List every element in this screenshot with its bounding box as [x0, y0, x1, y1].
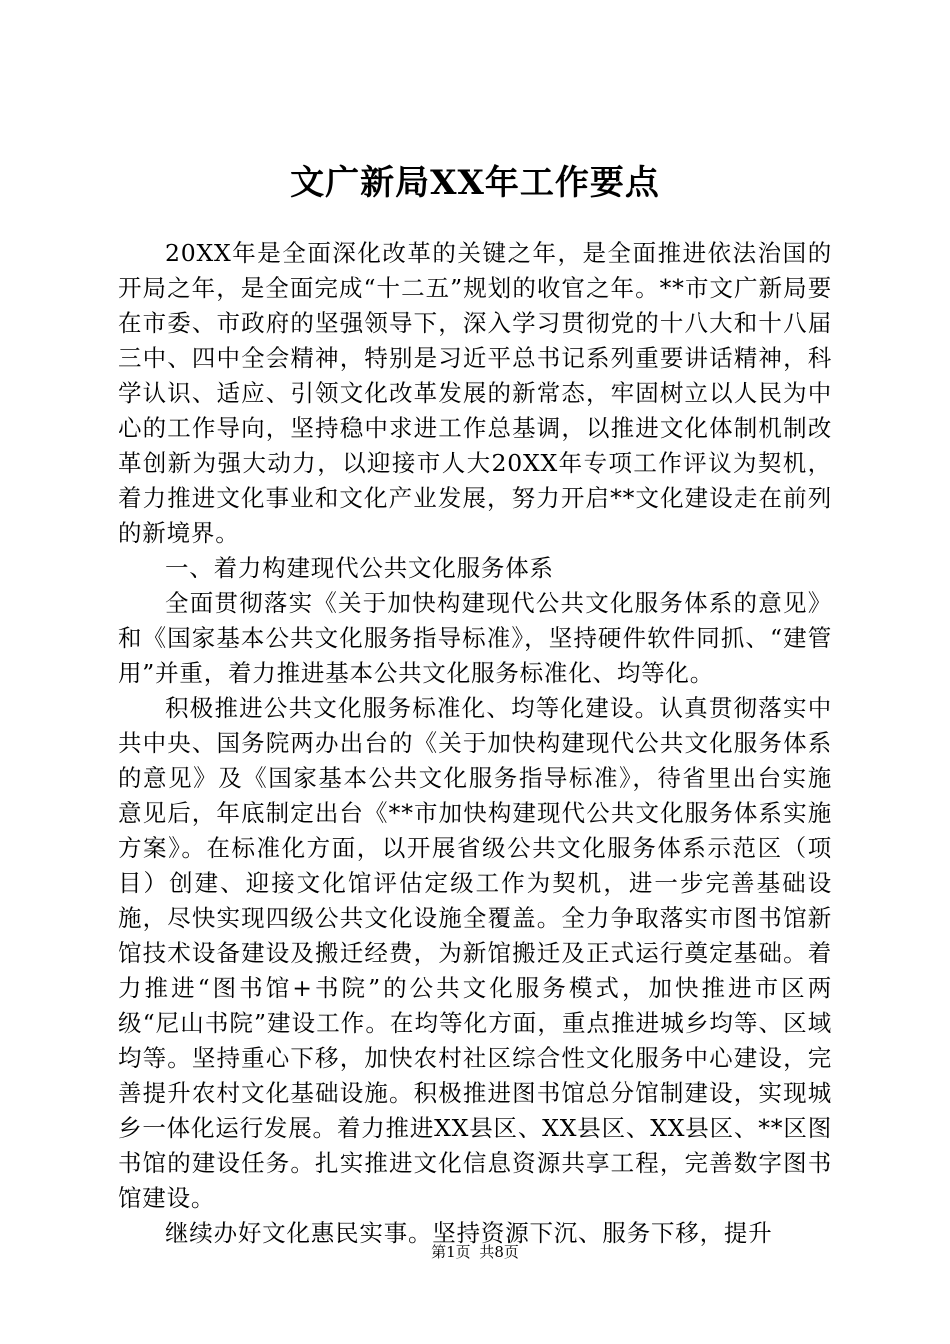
page-footer: [0, 1240, 950, 1264]
paragraph-standardization: 积极推进公共文化服务标准化、均等化建设。认真贯彻落实中共中央、国务院两办出台的《关于加快构建现代公共文化服务体系的意见》及《国家基本公共文化服务指导标准》，待省里出台实施意见后，年底制定出台《**市加快构建现代公共文化服务体系实施方案》。在标准化方面，以开展省级公共文化服务体系示范区（项目）创建、迎接文化馆评估定级工作为契机，进一步完善基础设施，尽快实现四级公共文化设施全覆盖。全力争取落实市图书馆新馆技术设备建设及搬迁经费，为新馆搬迁及正式运行奠定基础。着力推进“图书馆+书院”的公共文化服务模式，加快推进市区两级“尼山书院”建设工作。在均等化方面，重点推进城乡均等、区域均等。坚持重心下移，加快农村社区综合性文化服务中心建设，完善提升农村文化基础设施。积极推进图书馆总分馆制建设，实现城乡一体化运行发展。着力推进XX县区、XX县区、XX县区、**区图书馆的建设任务。扎实推进文化信息资源共享工程，完善数字图书馆建设。: [118, 694, 832, 1212]
section-heading-1: 一、着力构建现代公共文化服务体系: [165, 554, 554, 582]
document-title: 文广新局XX年工作要点: [290, 163, 660, 203]
page-number: 第1页: [431, 1243, 471, 1261]
paragraph-section-1-summary: 全面贯彻落实《关于加快构建现代公共文化服务体系的意见》和《国家基本公共文化服务指导标准》，坚持硬件软件同抓、“建管用”并重，着力推进基本公共文化服务标准化、均等化。: [118, 589, 832, 687]
paragraph-intro: 20XX年是全面深化改革的关键之年，是全面推进依法治国的开局之年，是全面完成“十二五”规划的收官之年。**市文广新局要在市委、市政府的坚强领导下，深入学习贯彻党的十八大和十八届三中、四中全会精神，特别是习近平总书记系列重要讲话精神，科学认识、适应、引领文化改革发展的新常态，牢固树立以人民为中心的工作导向，坚持稳中求进工作总基调，以推进文化体制机制改革创新为强大动力，以迎接市人大20XX年专项工作评议为契机，着力推进文化事业和文化产业发展，努力开启**文化建设走在前列的新境界。: [118, 239, 832, 547]
paragraph-cultural-benefit: 继续办好文化惠民实事。坚持资源下沉、服务下移，提升: [165, 1219, 773, 1247]
total-pages: 共8页: [479, 1243, 519, 1261]
document-body: [118, 236, 832, 1251]
